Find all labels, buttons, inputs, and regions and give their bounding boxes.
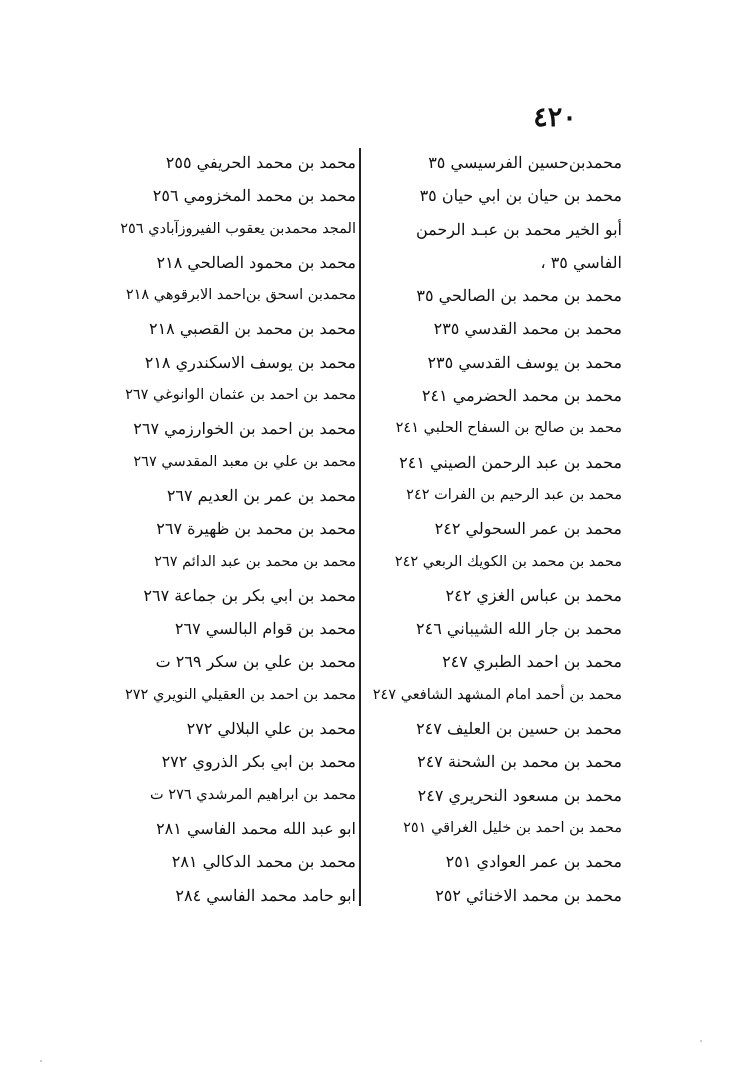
index-entry: محمد بن يوسف القدسي ٢٣٥ xyxy=(427,352,622,372)
column-divider xyxy=(359,148,361,906)
index-entry: محمدبن‌حسين الفرسيسي ٣٥ xyxy=(428,153,622,172)
index-entry: محمد بن احمد بن خليل الغراقي ٢٥١ xyxy=(403,819,622,836)
index-entry: محمد بن حسين بن العليف ٢٤٧ xyxy=(416,719,622,739)
index-column-left xyxy=(100,146,356,912)
index-entry: محمد بن قوام البالسي ٢٦٧ xyxy=(174,619,356,639)
index-entry: محمد بن عمر السحولي ٢٤٢ xyxy=(434,519,622,539)
index-entry: محمد بن محمد بن ظهيرة ٢٦٧ xyxy=(156,519,356,539)
scan-speck xyxy=(700,1040,702,1042)
index-entry: محمد بن احمد بن الخوارزمي ٢٦٧ xyxy=(133,419,356,439)
index-entry: أبو الخير محمد بن عبـد الرحمن xyxy=(415,219,622,239)
index-entry: محمد بن ابي بكر بن جماعة ٢٦٧ xyxy=(143,585,356,605)
index-entry: محمد بن محمد الاخنائي ٢٥٢ xyxy=(435,885,622,905)
index-entry: محمد بن محمود الصالحي ٢١٨ xyxy=(156,252,356,272)
index-entry: محمد بن عبد الرحمن الصيني ٢٤١ xyxy=(399,452,622,472)
index-entry: محمد بن عبد الرحيم بن الفرات ٢٤٢ xyxy=(406,486,622,503)
index-entry: محمد بن علي البلالي ٢٧٢ xyxy=(186,719,356,739)
index-entry: محمد بن حيان بن ابي حيان ٣٥ xyxy=(419,186,622,206)
scan-speck xyxy=(40,1060,42,1062)
index-entry: ابو حامد محمد الفاسي ٢٨٤ xyxy=(175,885,356,905)
index-entry: محمد بن أحمد امام المشهد الشافعي ٢٤٧ xyxy=(372,686,622,703)
index-entry: محمد بن محمد بن الصالحي ٣٥ xyxy=(416,286,622,306)
index-entry: المجد محمدبن يعقوب الفيروزآبادي ٢٥٦ xyxy=(120,220,356,237)
index-entry: ابو عبد الله محمد الفاسي ٢٨١ xyxy=(156,818,356,838)
index-entry: محمد بن محمد الحضرمي ٢٤١ xyxy=(421,386,622,406)
index-entry: محمد بن محمد المخزومي ٢٥٦ xyxy=(152,186,356,206)
index-entry: محمد بن عمر العوادي ٢٥١ xyxy=(445,852,622,872)
index-entry: محمد بن محمد بن القصبي ٢١٨ xyxy=(148,319,356,339)
index-entry: محمد بن ابراهيم المرشدي ٢٧٦ ت xyxy=(150,786,356,803)
index-entry: محمد بن صالح بن السفاح الحلبي ٢٤١ xyxy=(395,420,622,437)
index-entry: محمد بن محمد الحريفي ٢٥٥ xyxy=(165,153,356,172)
index-entry: محمد بن يوسف الاسكندري ٢١٨ xyxy=(144,352,356,372)
index-entry: محمد بن محمد الدكالي ٢٨١ xyxy=(171,852,356,872)
index-entry: محمد بن علي بن سكر ٢٦٩ ت xyxy=(155,652,356,672)
index-entry: محمد بن احمد الطبري ٢٤٧ xyxy=(442,652,622,672)
index-entry: محمد بن عباس الغزي ٢٤٢ xyxy=(445,585,622,605)
index-entry: محمد بن عمر بن العديم ٢٦٧ xyxy=(166,485,356,505)
index-entry-continuation: الفاسي ٣٥ ، xyxy=(540,252,622,272)
index-entry: محمد بن محمد بن الشحنة ٢٤٧ xyxy=(417,752,622,772)
index-entry: محمد بن محمد القدسي ٢٣٥ xyxy=(433,319,622,339)
index-entry: محمد بن ابي بكر الذروي ٢٧٢ xyxy=(161,752,356,772)
index-entry: محمد بن علي بن معبد المقدسي ٢٦٧ xyxy=(133,453,356,470)
index-entry: محمد بن مسعود النحريري ٢٤٧ xyxy=(417,785,622,805)
index-column-right xyxy=(360,146,622,912)
index-entry: محمد بن محمد بن الكويك الربعي ٢٤٢ xyxy=(394,553,622,570)
index-entry: محمد بن احمد بن العقيلي النويري ٢٧٢ xyxy=(124,686,356,703)
index-entry: محمد بن جار الله الشيباني ٢٤٦ xyxy=(416,619,622,639)
index-entry: محمد بن محمد بن عبد الدائم ٢٦٧ xyxy=(154,553,356,570)
index-entry: محمدبن اسحق بن‌احمد الابرقوهي ٢١٨ xyxy=(125,287,356,304)
index-entry: محمد بن احمد بن عثمان الوانوغي ٢٦٧ xyxy=(125,387,356,404)
page-number: ٤٢٠ xyxy=(533,102,577,133)
